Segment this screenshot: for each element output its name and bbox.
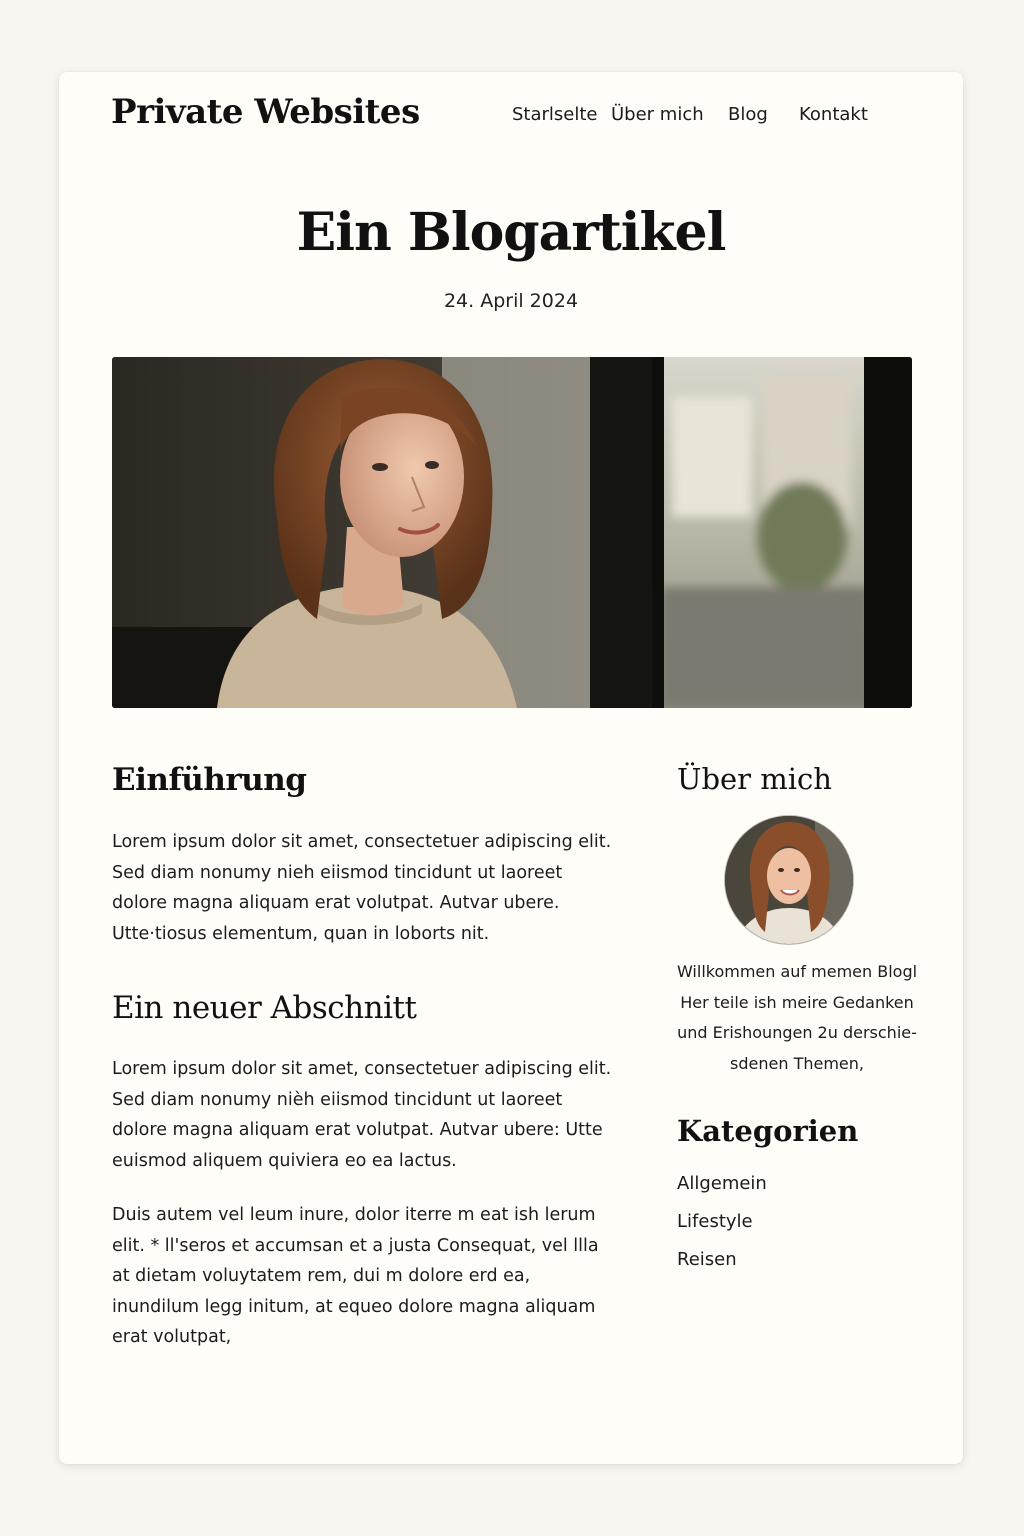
page-card <box>59 72 963 1464</box>
section-heading-neuer-abschnitt: Ein neuer Abschnitt <box>112 990 417 1026</box>
author-avatar <box>725 816 853 944</box>
nav-link-startseite[interactable]: Starlselte <box>512 104 598 125</box>
section-heading-einfuehrung: Einführung <box>112 762 307 798</box>
section-paragraph: Lorem ipsum dolor sit amet, consectetuer adipiscing elit. Sed diam nonumy nièh eiismod tincidunt ut laoreet dolore magna aliquam erat volutpat. Autvar ubere: Utte euismod aliquem quiviera eo ea lactus. <box>112 1059 612 1171</box>
about-text: Willkommen auf memen Blogl Her teile ish meire Gedanken und Erishoungen 2u derschie-sdenen Themen, <box>676 962 918 1073</box>
sidebar-heading-about: Über mich <box>677 762 832 796</box>
section-paragraph: Duis autem vel leum inure, dolor iterre m eat ish lerum elit. * ll'seros et accumsan et a justa Consequat, vel llla at dietam voluytatem rem, dui m dolore erd ea, inundilum legg initum, at equeo dolore magna aliquam erat volutpat, <box>112 1205 599 1347</box>
hero-image <box>112 357 912 708</box>
category-link-allgemein[interactable]: Allgemein <box>677 1173 767 1194</box>
nav-link-kontakt[interactable]: Kontakt <box>799 104 868 125</box>
section-paragraph: Lorem ipsum dolor sit amet, consectetuer adipiscing elit. Sed diam nonumy nieh eiismod tincidunt ut laoreet dolore magna aliquam erat volutpat. Autvar ubere. Utte·tiosus elementum, quan in loborts nit. <box>112 832 612 944</box>
category-list <box>677 1170 767 1284</box>
category-link-reisen[interactable]: Reisen <box>677 1249 737 1270</box>
article-date: 24. April 2024 <box>443 290 579 312</box>
site-title[interactable]: Private Websites <box>111 92 420 132</box>
sidebar-heading-categories: Kategorien <box>677 1114 859 1148</box>
nav-link-ueber-mich[interactable]: Über mich <box>611 104 704 125</box>
article-title: Ein Blogartikel <box>296 202 726 263</box>
nav-link-blog[interactable]: Blog <box>728 104 768 125</box>
category-link-lifestyle[interactable]: Lifestyle <box>677 1211 753 1232</box>
